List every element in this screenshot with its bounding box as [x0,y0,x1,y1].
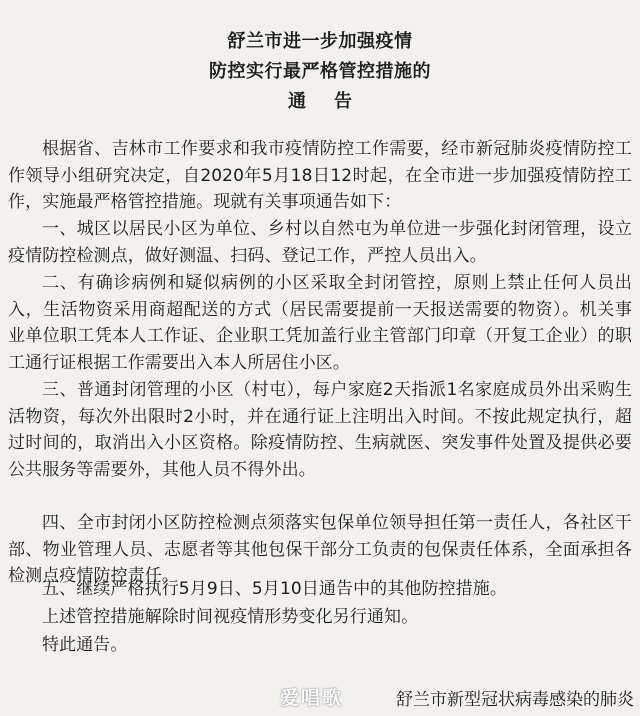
notice-paragraph-item-5: 五、继续严格执行5月9日、5月10日通告中的其他防控措施。 [42,579,507,599]
notice-title-line1: 舒兰市进一步加强疫情 [227,31,413,52]
notice-signature: 舒兰市新型冠状病毒感染的肺炎 [396,690,634,710]
notice-paragraph-lifting: 上述管控措施解除时间视疫情形势变化另行通知。 [42,607,419,627]
notice-paragraph-item-4: 四、全市封闭小区防控检测点须落实包保单位领导担任第一责任人，各社区干部、物业管理人员、志愿者等其他包保干部分工负责的包保责任体系，全面承担各检测点疫情防控责任。 [8,513,632,586]
notice-paragraph-item-3: 三、普通封闭管理的小区（村屯），每户家庭2天指派1名家庭成员外出采购生活物资，每次外出限时2小时，并在通行证上注明出入时间。不按此规定执行，超过时间的，取消出入小区资格。除疫情防控、生病就医、突发事件处置及提供必要公共服务等需要外，其他人员不得外出。 [8,380,632,480]
notice-paragraph-item-1: 一、城区以居民小区为单位、乡村以自然屯为单位进一步强化封闭管理，设立疫情防控检测点，做好测温、扫码、登记工作，严控人员出入。 [8,219,632,266]
watermark-text: 爱唱歌 [280,687,344,709]
notice-paragraph-item-2: 二、有确诊病例和疑似病例的小区采取全封闭管控，原则上禁止任何人员出入，生活物资采用商超配送的方式（居民需要提前一天报送需要的物资）。机关事业单位职工凭本人工作证、企业职工凭加盖行业主管部门印章（开复工企业）的职工通行证根据工作需要出入本人所居住小区。 [8,273,632,373]
notice-paragraph-intro: 根据省、吉林市工作要求和我市疫情防控工作需要，经市新冠肺炎疫情防控工作领导小组研究决定，自2020年5月18日12时起，在全市进一步加强疫情防控工作，实施最严格管控措施。现就有关事项通告如下： [8,139,632,212]
notice-paragraph-closing: 特此通告。 [42,635,128,655]
notice-title-line3: 通告 [288,91,380,112]
notice-title-line2: 防控实行最严格管控措施的 [209,61,431,82]
